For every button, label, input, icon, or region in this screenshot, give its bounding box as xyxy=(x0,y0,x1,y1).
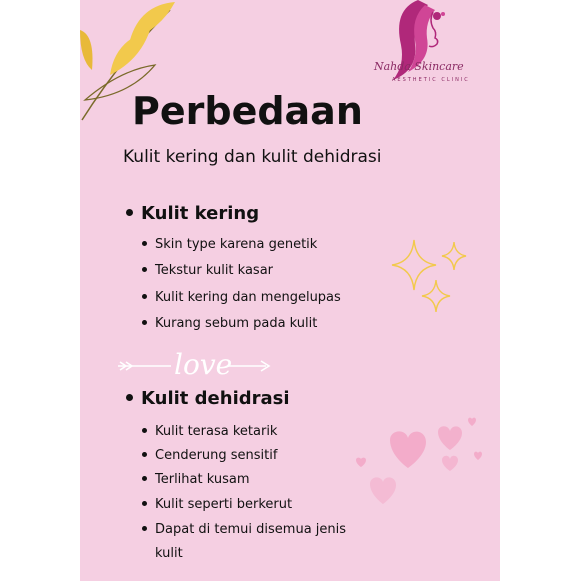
list-item-continuation: kulit xyxy=(155,546,183,561)
bullet-icon xyxy=(142,501,147,506)
poster-card xyxy=(80,0,500,581)
bullet-icon xyxy=(142,320,147,325)
list-item-text: Kurang sebum pada kulit xyxy=(155,316,318,331)
list-item-text: Kulit seperti berkerut xyxy=(155,497,293,512)
page-subtitle: Kulit kering dan kulit dehidrasi xyxy=(123,147,382,167)
brand-name: Nahda Skincare xyxy=(374,60,464,73)
list-item-text: Tekstur kulit kasar xyxy=(155,263,274,278)
section-heading-kulit-dehidrasi xyxy=(126,388,290,409)
brand-tagline: AESTHETIC CLINIC xyxy=(392,77,470,83)
page-title: Perbedaan xyxy=(132,89,363,133)
list-item-text: Cenderung sensitif xyxy=(155,448,278,463)
list-item-text: Skin type karena genetik xyxy=(155,237,318,252)
list-item xyxy=(142,316,317,331)
list-item xyxy=(142,237,317,252)
list-item-text: Kulit kering dan mengelupas xyxy=(155,290,341,305)
hearts-illustration xyxy=(350,410,490,520)
love-divider xyxy=(116,340,276,386)
list-item xyxy=(142,263,273,278)
bullet-icon xyxy=(142,476,147,481)
bullet-icon xyxy=(126,394,133,401)
list-item-text: Kulit terasa ketarik xyxy=(155,424,278,439)
bullet-icon xyxy=(142,452,147,457)
section-heading-label: Kulit dehidrasi xyxy=(141,388,290,409)
section-heading-label: Kulit kering xyxy=(141,203,260,224)
bullet-icon xyxy=(126,209,133,216)
list-item xyxy=(142,448,277,463)
bullet-icon xyxy=(142,267,147,272)
list-item xyxy=(142,497,292,512)
list-item xyxy=(142,522,346,537)
section-heading-kulit-kering xyxy=(126,203,259,224)
sparkles-icon xyxy=(384,230,474,320)
list-item-text: Dapat di temui disemua jenis xyxy=(155,522,347,537)
bullet-icon xyxy=(142,241,147,246)
divider-word: love xyxy=(174,348,233,381)
bullet-icon xyxy=(142,526,147,531)
bullet-icon xyxy=(142,294,147,299)
list-item-text: Terlihat kusam xyxy=(155,472,250,487)
list-item xyxy=(142,472,250,487)
list-item xyxy=(142,424,277,439)
list-item xyxy=(142,290,341,305)
bullet-icon xyxy=(142,428,147,433)
